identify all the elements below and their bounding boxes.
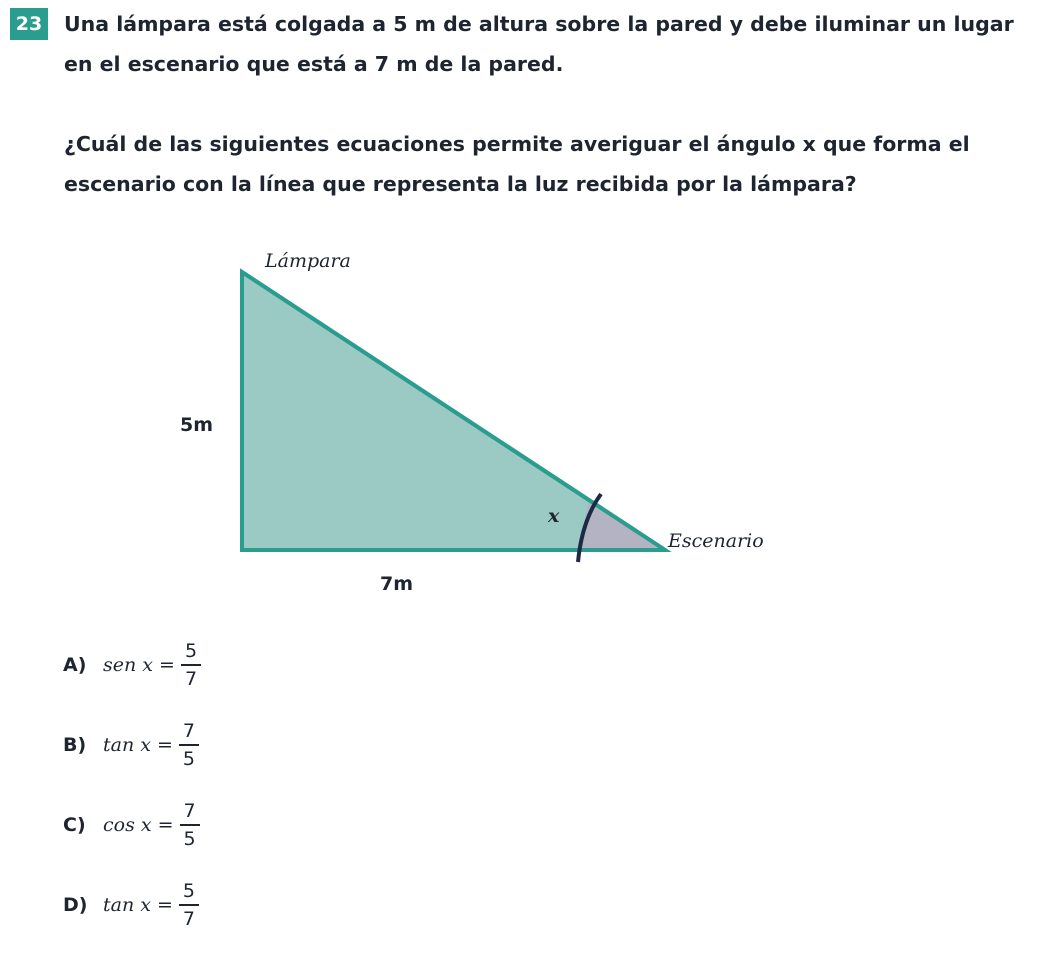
option-expression: tan x = <box>103 734 173 756</box>
height-label: 5m <box>180 414 214 436</box>
option-letter: C) <box>63 814 86 836</box>
numerator: 5 <box>181 640 201 666</box>
fraction <box>181 640 201 690</box>
numerator: 5 <box>179 880 199 906</box>
base-label: 7m <box>380 573 414 595</box>
stage-label: Escenario <box>668 530 764 552</box>
denominator: 5 <box>183 828 196 850</box>
denominator: 7 <box>184 668 198 690</box>
denominator: 5 <box>182 748 196 770</box>
numerator: 7 <box>180 800 200 826</box>
option-a[interactable] <box>63 635 201 695</box>
option-expression: cos x = <box>103 814 174 836</box>
question-prompt: ¿Cuál de las siguientes ecuaciones permite averiguar el ángulo x que forma el escenario con la línea que representa la luz recibida por la lámpara? <box>64 132 970 196</box>
question-statement: Una lámpara está colgada a 5 m de altura sobre la pared y debe iluminar un lugar en el escenario que está a 7 m de la pared. <box>64 12 1014 76</box>
option-d[interactable] <box>63 875 199 935</box>
angle-label: x <box>548 505 560 527</box>
denominator: 7 <box>182 908 196 930</box>
lamp-label: Lámpara <box>265 250 351 272</box>
option-letter: A) <box>63 654 87 676</box>
numerator: 7 <box>179 720 199 746</box>
question-number-badge: 23 <box>10 8 48 40</box>
option-letter: D) <box>63 894 88 916</box>
fraction <box>179 880 199 930</box>
fraction <box>179 720 199 770</box>
option-expression: tan x = <box>103 894 173 916</box>
option-c[interactable] <box>63 795 200 855</box>
fraction <box>180 800 200 850</box>
option-expression: sen x = <box>103 654 175 676</box>
option-letter: B) <box>63 734 87 756</box>
option-b[interactable] <box>63 715 199 775</box>
